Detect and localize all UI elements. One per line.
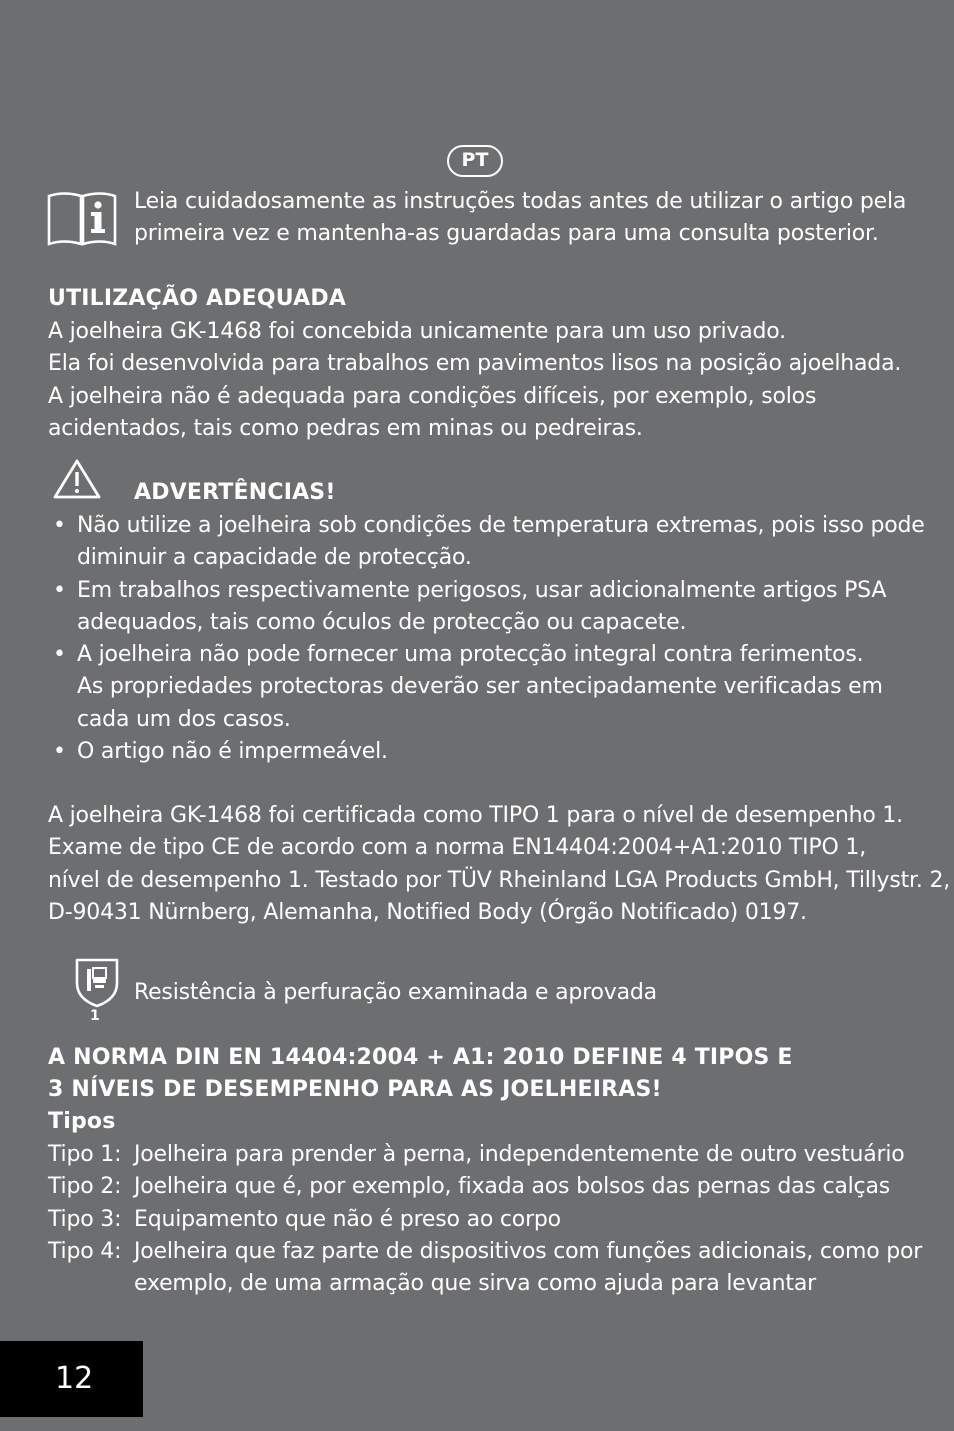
warning-line: adequados, tais como óculos de protecção ou capacete. <box>77 609 687 635</box>
type-label: Tipo 3: <box>48 1206 122 1232</box>
intro-line: primeira vez e mantenha-as guardadas para uma consulta posterior. <box>134 221 879 247</box>
type-desc: Joelheira para prender à perna, independentemente de outro vestuário <box>134 1142 905 1167</box>
norm-heading-line: 3 NÍVEIS DE DESEMPENHO PARA AS JOELHEIRAS! <box>48 1077 662 1102</box>
warning-line: O artigo não é impermeável. <box>77 739 388 765</box>
intended-use-line: Ela foi desenvolvida para trabalhos em pavimentos lisos na posição ajoelhada. <box>48 351 902 377</box>
certification-text <box>48 800 950 929</box>
warnings-list <box>48 510 928 768</box>
bullet: • <box>53 513 66 538</box>
types-heading: Tipos <box>48 1109 116 1134</box>
warning-item <box>48 510 928 575</box>
type-label: Tipo 2: <box>48 1174 122 1200</box>
types-list <box>48 1139 928 1300</box>
certification-line: nível de desempenho 1. Testado por TÜV Rheinland LGA Products GmbH, Tillystr. 2, <box>48 867 951 893</box>
warnings-heading: ADVERTÊNCIAS! <box>134 480 336 505</box>
certification-line: Exame de tipo CE de acordo com a norma EN14404:2004+A1:2010 TIPO 1, <box>48 835 867 861</box>
intended-use-line: A joelheira GK-1468 foi concebida unicamente para um uso privado. <box>48 319 786 344</box>
norm-heading-line: A NORMA DIN EN 14404:2004 + A1: 2010 DEFINE 4 TIPOS E <box>48 1045 793 1070</box>
warning-line: cada um dos casos. <box>77 706 291 732</box>
intended-use-line: acidentados, tais como pedras em minas ou pedreiras. <box>48 415 643 441</box>
type-desc: Equipamento que não é preso ao corpo <box>134 1206 561 1232</box>
type-row <box>48 1204 928 1236</box>
warning-line: Em trabalhos respectivamente perigosos, usar adicionalmente artigos PSA <box>77 577 887 603</box>
bullet: • <box>53 739 66 765</box>
warning-line: Não utilize a joelheira sob condições de temperatura extremas, pois isso pode <box>77 513 925 538</box>
intended-use-text <box>48 316 901 445</box>
bullet: • <box>53 577 66 603</box>
certification-line: A joelheira GK-1468 foi certificada como TIPO 1 para o nível de desempenho 1. <box>48 803 903 828</box>
type-desc: exemplo, de uma armação que sirva como ajuda para levantar <box>134 1271 816 1297</box>
type-label: Tipo 1: <box>48 1142 122 1167</box>
type-row <box>48 1139 928 1171</box>
puncture-shield-icon <box>74 957 120 1009</box>
page-number: 12 <box>55 1361 94 1396</box>
warning-line: As propriedades protectoras deverão ser antecipadamente verificadas em <box>77 674 883 700</box>
warning-item <box>48 736 928 768</box>
warning-line: diminuir a capacidade de protecção. <box>77 545 472 571</box>
type-desc: Joelheira que faz parte de dispositivos com funções adicionais, como por <box>134 1238 923 1264</box>
language-badge: PT <box>447 145 503 177</box>
warning-triangle-icon <box>52 458 102 500</box>
warning-item <box>48 639 928 736</box>
bullet: • <box>53 642 66 668</box>
info-book-icon <box>46 188 118 248</box>
type-row <box>48 1171 928 1203</box>
intended-use-heading: UTILIZAÇÃO ADEQUADA <box>48 286 347 311</box>
intended-use-line: A joelheira não é adequada para condições difíceis, por exemplo, solos <box>48 383 817 409</box>
type-row <box>48 1236 928 1301</box>
puncture-level: 1 <box>90 1008 100 1024</box>
puncture-text: Resistência à perfuração examinada e aprovada <box>134 980 657 1005</box>
certification-line: D-90431 Nürnberg, Alemanha, Notified Body (Órgão Notificado) 0197. <box>48 899 807 925</box>
norm-heading <box>48 1042 793 1138</box>
warning-line: A joelheira não pode fornecer uma protecção integral contra ferimentos. <box>77 642 864 668</box>
intro-text <box>134 186 906 251</box>
type-label: Tipo 4: <box>48 1238 122 1264</box>
intro-line: Leia cuidadosamente as instruções todas antes de utilizar o artigo pela <box>134 189 907 214</box>
type-desc: Joelheira que é, por exemplo, fixada aos bolsos das pernas das calças <box>134 1174 890 1200</box>
warning-item <box>48 575 928 640</box>
